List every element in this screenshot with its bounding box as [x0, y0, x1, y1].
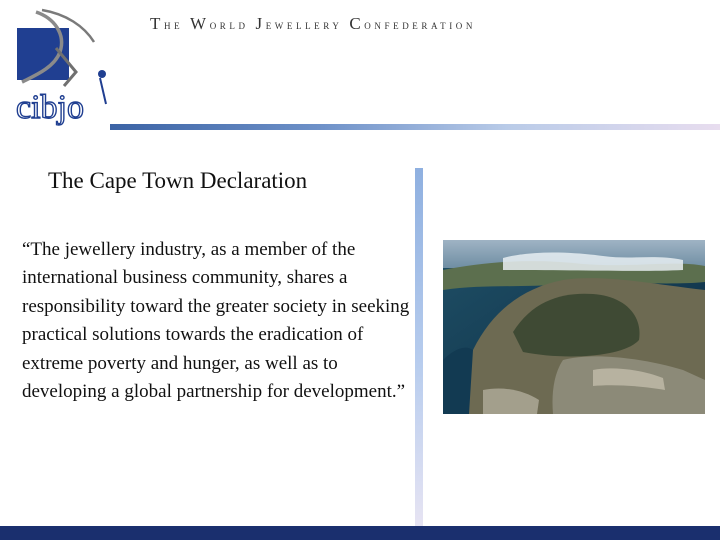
cibjo-logo-mark — [14, 8, 114, 126]
cape-town-aerial-photo — [443, 240, 705, 414]
organization-name — [150, 14, 476, 34]
org-name-word-2: World — [190, 14, 249, 33]
header-divider — [110, 124, 720, 130]
logo-wordmark: cibjo — [16, 89, 84, 126]
slide-title: The Cape Town Declaration — [48, 168, 308, 193]
footer-bar — [0, 526, 720, 540]
org-name-word-3: Jewellery — [255, 14, 343, 33]
vertical-divider — [415, 168, 423, 528]
org-name-word-4: Confederation — [349, 14, 476, 33]
org-name-word-1: The — [150, 14, 184, 33]
cibjo-logo — [14, 8, 114, 126]
declaration-quote: “The jewellery industry, as a member of the international business community, shares a responsibility toward the greater society in seeking practical solutions towards the eradication of extreme poverty and hunger, as well as to developing a global partnership for development.” — [22, 239, 410, 403]
